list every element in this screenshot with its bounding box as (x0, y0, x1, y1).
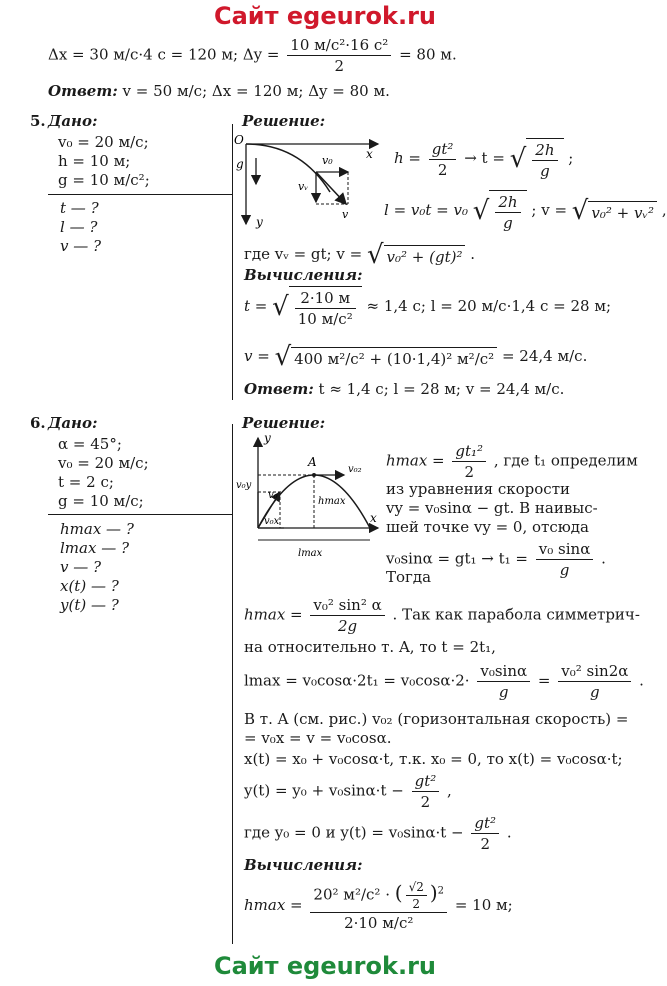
p6-s4: шей точке vy = 0, отсюда (386, 518, 589, 536)
p5-formula-2: l = v₀t = v₀ √ $\frac{2h}{g}$ ; v = √ v₀² + vᵥ² , (384, 190, 667, 232)
p5-trajectory (246, 144, 330, 192)
p5-label-v0: v₀ (322, 154, 333, 167)
p6-given-label: Дано: (48, 414, 98, 432)
p5-label-y: y (256, 215, 263, 229)
p5-trajectory-figure (230, 132, 380, 232)
p6-given-3: t = 2 с; (58, 473, 114, 491)
p5-calc-label: Вычисления: (244, 266, 363, 284)
p6-s11: = v₀x = v = v₀cosα. (244, 729, 392, 747)
p6-find-1: hmax — ? (60, 520, 134, 538)
p6-s13: y(t) = y₀ + v₀sinα·t − $\frac{\text{gt²}}{2}$ , (244, 772, 452, 811)
top-formula: Δx = 30 м/с·4 с = 120 м; Δy = $\frac{\text{10 м/с²·16 с²}}{2}$ = 80 м. (48, 36, 457, 75)
p6-s14: где y₀ = 0 и y(t) = v₀sinα·t − $\frac{\text{gt²}}{2}$ . (244, 814, 512, 853)
p6-calc-label: Вычисления: (244, 856, 363, 874)
p6-find-5: y(t) — ? (60, 596, 119, 614)
p6-point-a (312, 473, 316, 477)
p5-find-2: l — ? (60, 218, 98, 236)
p6-s6: Тогда (386, 568, 432, 586)
p6-label-vox: v₀x (264, 516, 280, 527)
p6-s3: vy = v₀sinα − gt. В наивыс- (386, 499, 598, 517)
p6-s8: на относительно т. A, то t = 2t₁, (244, 638, 496, 656)
p6-label-x: x (370, 511, 377, 525)
p5-given-2: h = 10 м; (58, 152, 131, 170)
p5-formula-3: где vᵥ = gt; v = √ v₀² + (gt)² . (244, 240, 476, 270)
p5-label-vv: vᵥ (298, 180, 309, 193)
p6-given-2: v₀ = 20 м/с; (58, 454, 149, 472)
p6-label-a: A (308, 455, 317, 469)
p6-given-1: α = 45°; (58, 435, 122, 453)
p5-find-3: v — ? (60, 237, 102, 255)
p6-find-4: x(t) — ? (60, 577, 119, 595)
p6-s7: hmax = $\frac{\text{v₀² sin² α}}{2g}$ . Так как парабола симметрич- (244, 596, 640, 635)
p6-s1: hmax = $\frac{\text{gt₁²}}{2}$ , где t₁ определим (386, 442, 638, 481)
p5-calc-2: v = √ 400 м²/с² + (10·1,4)² м²/с² = 24,4 м/с. (244, 342, 588, 372)
p6-given-divider (48, 514, 232, 515)
p5-solution-label: Решение: (242, 112, 326, 130)
p5-label-o: O (234, 133, 244, 147)
p5-label-g: g (236, 157, 244, 171)
p5-given-1: v₀ = 20 м/с; (58, 133, 149, 151)
p6-parabola-figure (236, 432, 382, 562)
p6-label-voy: v₀y (236, 480, 252, 491)
p6-label-y: y (264, 431, 271, 445)
p6-column-divider (232, 424, 233, 944)
p6-s9: lmax = v₀cosα·2t₁ = v₀cosα·2· $\frac{\text{v₀sinα}}{g}$ = $\frac{\text{v₀² sin2α}}{g}$ . (244, 662, 644, 701)
p5-v-vector (316, 172, 346, 204)
top-answer: Ответ: v = 50 м/с; Δx = 120 м; Δy = 80 м. (48, 82, 390, 100)
p6-label-v0: v₀ (268, 490, 278, 501)
p6-s12: x(t) = x₀ + v₀cosα·t, т.к. x₀ = 0, то x(t) = v₀cosα·t; (244, 750, 623, 768)
watermark-top: Сайт egeurok.ru (213, 2, 437, 30)
p6-calc: hmax = 20² м²/с² · ( $\frac{√2}{2}$ )$^2$ 2·10 м/с² = 10 м; (244, 880, 513, 932)
p6-label-v02: v₀₂ (348, 464, 362, 475)
p5-formula-1: h = $\frac{\text{gt²}}{2}$ → t = √ $\frac{2h}{g}$ ; (394, 139, 574, 180)
p6-s10: В т. A (см. рис.) v₀₂ (горизонтальная скорость) = (244, 710, 629, 728)
p5-given-3: g = 10 м/с²; (58, 171, 150, 189)
p5-label-x: x (366, 147, 373, 161)
watermark-bottom: Сайт egeurok.ru (213, 952, 437, 980)
p6-label-hmax: hmax (318, 496, 346, 507)
p5-given-divider (48, 194, 232, 195)
p5-calc-1: t = √ $\frac{2\cdot 10 м}{\text{10 м/с²}}$ ≈ 1,4 с; l = 20 м/с·1,4 с = 28 м; (244, 286, 611, 328)
p6-given-4: g = 10 м/с; (58, 492, 144, 510)
p5-find-1: t — ? (60, 199, 99, 217)
p5-given-label: Дано: (48, 112, 98, 130)
p5-number: 5. (30, 112, 46, 130)
p6-number: 6. (30, 414, 46, 432)
p6-s2: из уравнения скорости (386, 480, 570, 498)
p6-label-lmax: lmax (298, 548, 323, 559)
p6-s5: v₀sinα = gt₁ → t₁ = $\frac{\text{v₀ sinα}}{g}$ . (386, 540, 606, 579)
p6-find-3: v — ? (60, 558, 102, 576)
p6-find-2: lmax — ? (60, 539, 130, 557)
p5-label-v: v (342, 208, 349, 221)
p5-answer: Ответ: t ≈ 1,4 с; l = 28 м; v = 24,4 м/с. (244, 380, 565, 398)
p6-solution-label: Решение: (242, 414, 326, 432)
